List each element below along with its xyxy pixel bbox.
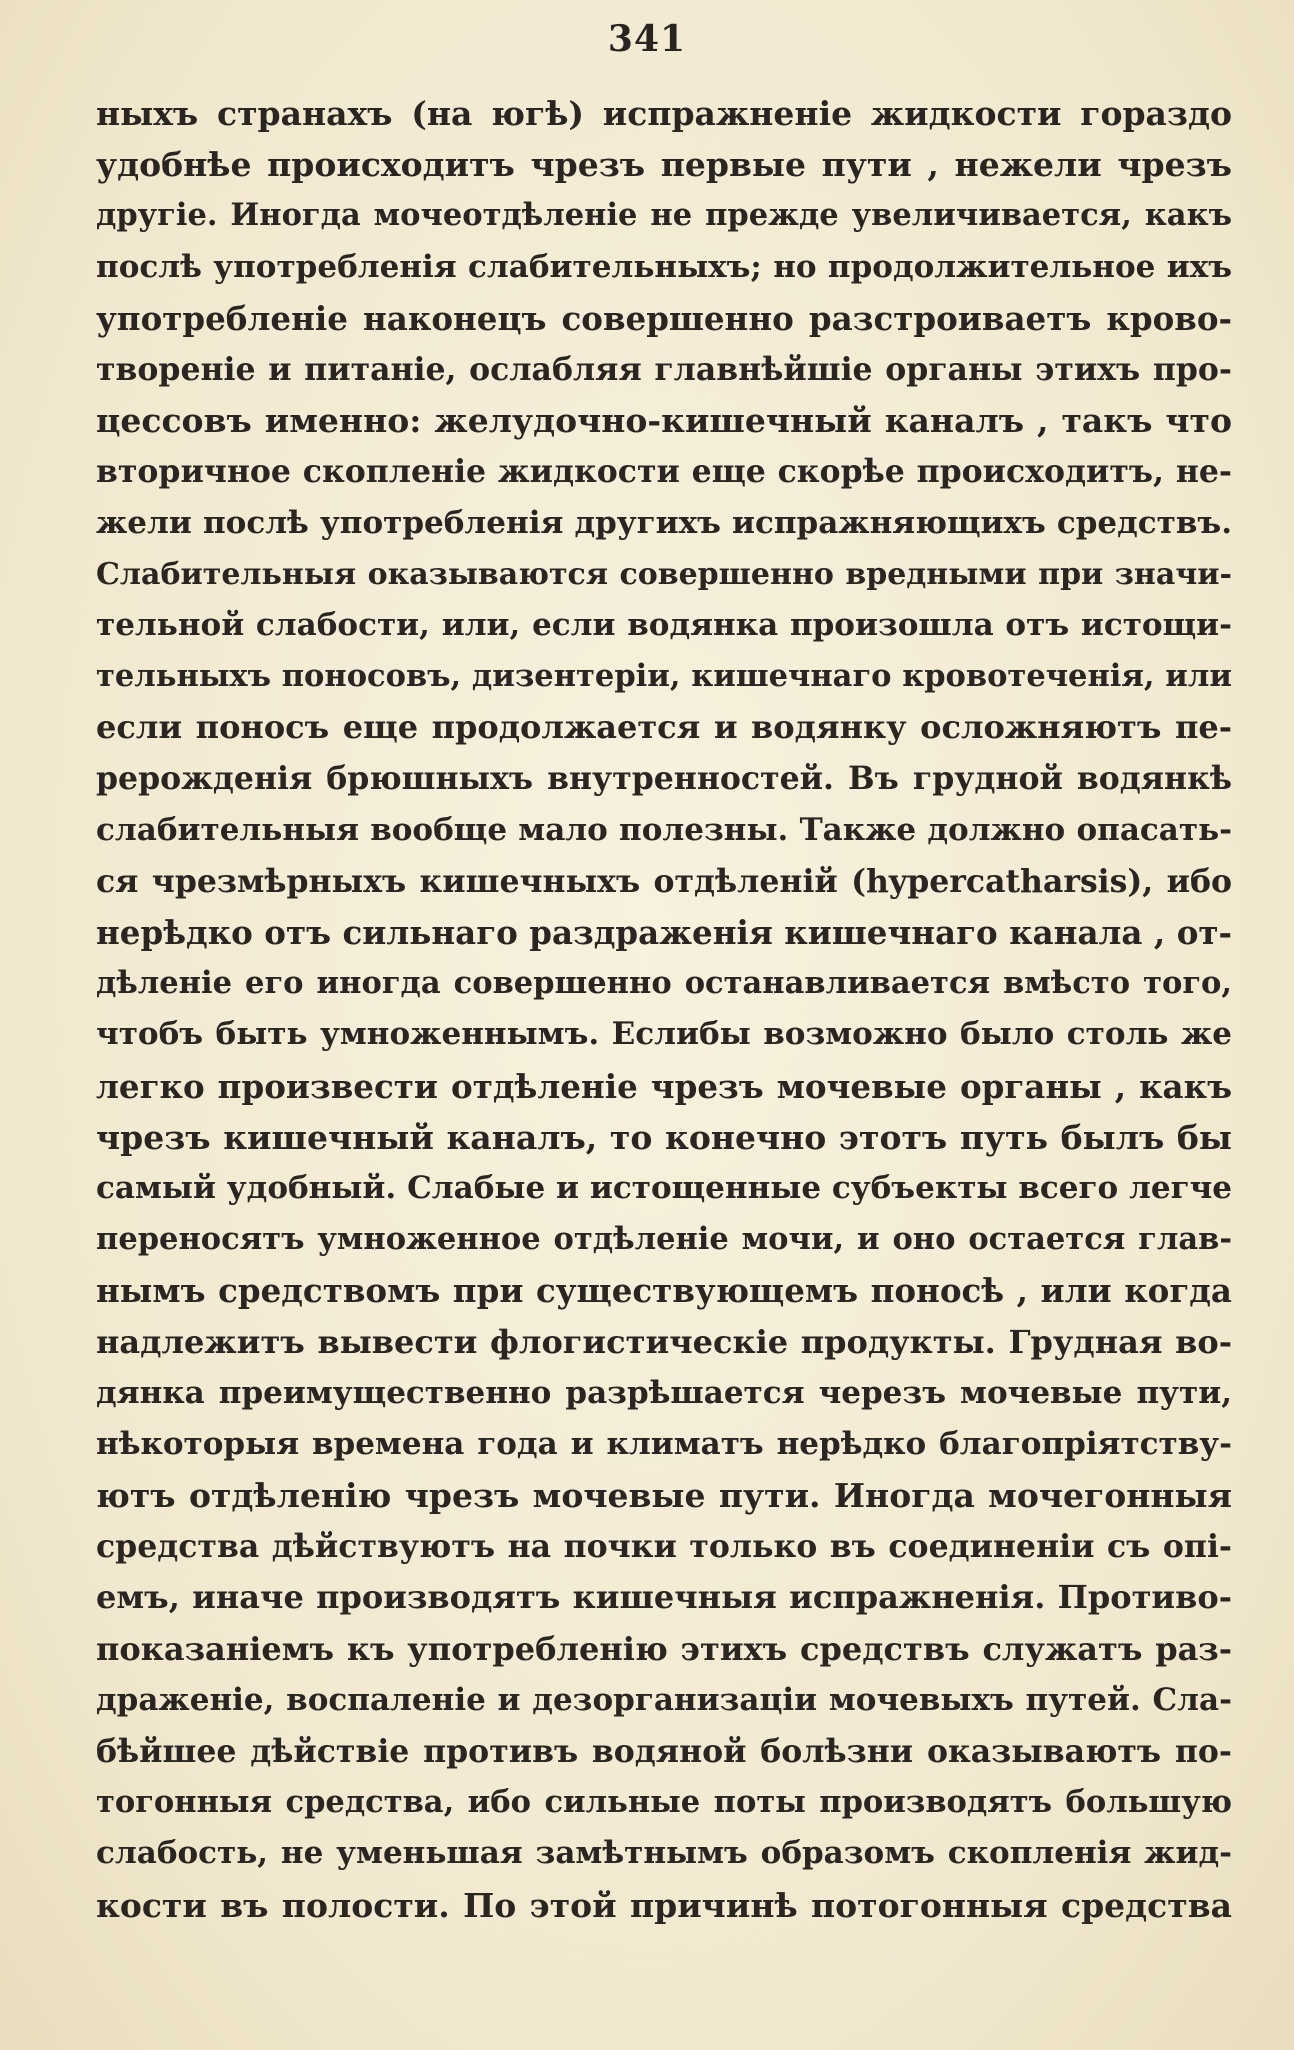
text-line: переносятъ умноженное отдѣленіе мочи, и оно остается глав-: [96, 1221, 1232, 1258]
text-line: другіе. Иногда мочеотдѣленіе не прежде увеличивается, какъ: [96, 197, 1232, 234]
text-line: цессовъ именно: желудочно-кишечный каналъ , такъ что: [96, 401, 1232, 441]
text-line: удобнѣе происходитъ чрезъ первые пути , нежели чрезъ: [96, 145, 1232, 185]
text-line: тельной слабости, или, если водянка произошла отъ истощи-: [96, 606, 1232, 643]
text-line: кости въ полости. По этой причинѣ потогонныя средства: [96, 1885, 1232, 1925]
text-line: надлежитъ вывести флогистическіе продукты. Грудная во-: [96, 1322, 1232, 1361]
text-line: средства дѣйствуютъ на почки только въ соединеніи съ опі-: [96, 1528, 1232, 1566]
text-line: тельныхъ поносовъ, дизентеріи, кишечнаго кровотеченія, или: [96, 658, 1232, 695]
text-line: чрезъ кишечный каналъ, то конечно этотъ путь былъ бы: [96, 1117, 1232, 1157]
text-line: рерожденія брюшныхъ внутренностей. Въ грудной водянкѣ: [96, 760, 1232, 798]
text-line: дѣленіе его иногда совершенно останавливается вмѣсто того,: [96, 965, 1232, 1002]
text-line: тогонныя средства, ибо сильные поты производятъ большую: [96, 1784, 1232, 1821]
text-line: ся чрезмѣрныхъ кишечныхъ отдѣленій (hypercatharsis), ибо: [96, 862, 1232, 900]
text-line: драженіе, воспаленіе и дезорганизаціи мочевыхъ путей. Сла-: [96, 1681, 1232, 1718]
text-line: бѣйшее дѣйствіе противъ водяной болѣзни оказываютъ по-: [96, 1733, 1232, 1770]
text-line: нерѣдко отъ сильнаго раздраженія кишечнаго канала , от-: [96, 913, 1232, 952]
text-line: ютъ отдѣленію чрезъ мочевые пути. Иногда мочегонныя: [96, 1476, 1232, 1516]
text-line: если поносъ еще продолжается и водянку осложняютъ пе-: [96, 708, 1232, 747]
text-line: нымъ средствомъ при существующемъ поносѣ , или когда: [96, 1271, 1232, 1311]
text-line: послѣ употребленія слабительныхъ; но продолжительное ихъ: [96, 248, 1232, 285]
text-line: слабость, не уменьшая замѣтнымъ образомъ скопленія жид-: [96, 1835, 1232, 1872]
text-line: легко произвести отдѣленіе чрезъ мочевые органы , какъ: [96, 1066, 1232, 1106]
text-line: ныхъ странахъ (на югѣ) испражненіе жидкости гораздо: [96, 94, 1232, 133]
body-text: [96, 88, 1232, 1931]
text-line: жели послѣ употребленія другихъ испражняющихъ средствъ.: [96, 504, 1232, 541]
text-line: показаніемъ къ употребленію этихъ средствъ служатъ раз-: [96, 1629, 1232, 1668]
text-line: употребленіе наконецъ совершенно разстроиваетъ крово-: [96, 298, 1232, 338]
text-line: чтобъ быть умноженнымъ. Еслибы возможно было столь же: [96, 1016, 1232, 1053]
text-line: твореніе и питаніе, ослабляя главнѣйшіе органы этихъ про-: [96, 350, 1232, 388]
page-number: 341: [607, 18, 687, 60]
text-line: слабительныя вообще мало полезны. Также должно опасать-: [96, 811, 1232, 848]
text-line: Слабительныя оказываются совершенно вредными при значи-: [96, 556, 1232, 592]
text-line: самый удобный. Слабые и истощенные субъекты всего легче: [96, 1169, 1232, 1206]
text-line: емъ, иначе производятъ кишечныя испражненія. Противо-: [96, 1578, 1232, 1617]
text-line: нѣкоторыя времена года и климатъ нерѣдко благопріятству-: [96, 1425, 1232, 1462]
text-line: дянка преимущественно разрѣшается черезъ мочевые пути,: [96, 1374, 1232, 1411]
text-line: вторичное скопленіе жидкости еще скорѣе происходитъ, не-: [96, 453, 1232, 491]
